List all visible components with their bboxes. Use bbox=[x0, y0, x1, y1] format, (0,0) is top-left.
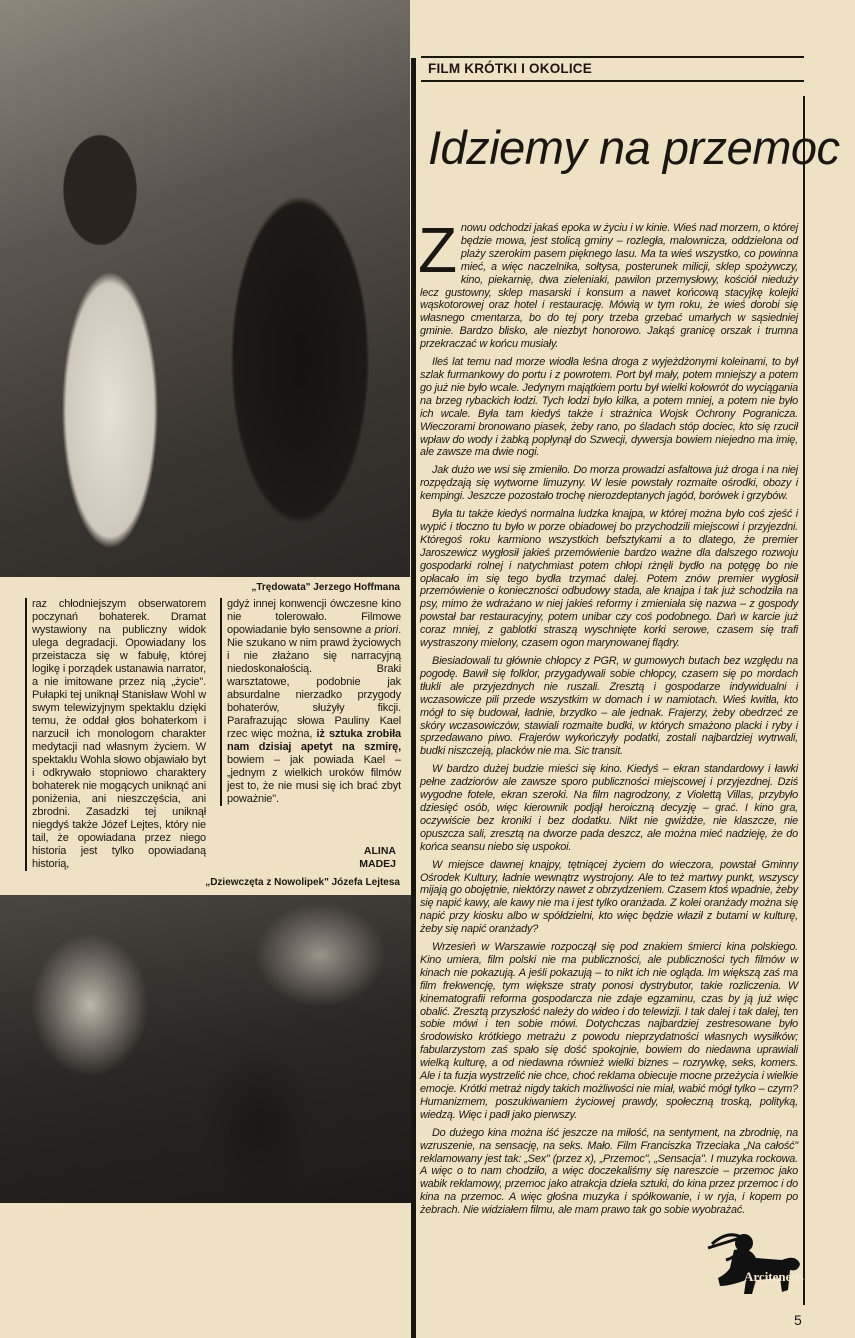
paragraph bbox=[418, 214, 798, 351]
paragraph: Ileś lat temu nad morze wiodła leśna droga z wyjeżdżonymi koleinami, to był szlak furmankowy do portu i z powrotem. Port był mały, potem mniejszy a potem go już nie było wcale. Jedynym majątkiem portu był wielki kołowrót do wyciągania na brzeg rybackich łodzi. Tych łodzi było kilka, a potem mniej, a potem nie było ich wcale. Była tam kiedyś także i strażnica Wojsk Ochrony Pogranicza. Wieczorami bronowano piasek, żeby rano, po śladach stóp dociec, kto się rzucił wpław do wody i żabką popłynął do Szwecji, dywersja bowiem niejedno ma imię, ale zawsze ma dwie nogi. bbox=[420, 356, 798, 459]
paragraph: Biesiadowali tu głównie chłopcy z PGR, w gumowych butach bez względu na pogodę. Bawił się folklor, przygadywali sobie chłopcy, czasem się po mordach tłukli ale przyjezdnych nie ruszali. Zresztą i gospodarze indywidualni i wczasowicze pili przede wszystkim w domach i w namiotach. Wieś kwitła, kto mógł to się budował, ładnie, brzydko – ale jednak. Frajerzy, żeby obedrzeć ze skóry wczasowiczów, stawiali rozmaite budki, w których smażono placki i ryby i sprzedawano piwo. Frajerów wykończyły podatki, zostali najbardziej wytrwali, budki niszczeją, placków nie ma. Sic transit. bbox=[420, 655, 798, 758]
logo-text: Arcitenens bbox=[744, 1269, 804, 1284]
photo-caption-dziewczeta: „Dziewczęta z Nowolipek" Józefa Lejtesa bbox=[205, 877, 400, 888]
col2-italic: a priori bbox=[365, 624, 399, 636]
section-header: FILM KRÓTKI I OKOLICE bbox=[428, 61, 592, 76]
author-first: ALINA bbox=[363, 845, 396, 857]
col2-text-mid: . Nie szukano w nim prawd życiowych i nie złażano się narracyjną niedoskonałością. Braki warsztatowe, podobnie jak absurdalne nierzadko przygody bohaterów, służyły fikcji. Parafrazując słowa Pauliny Kael rzec więc można, bbox=[227, 624, 401, 740]
paragraph: W bardzo dużej budzie mieści się kino. Kiedyś – ekran standardowy i ławki pełne zadziorów ale zawsze sporo publiczności miejscowej i przyjezdnej. Dziś wygodne fotele, ekran szeroki. Na film nagrodzony, z Violettą Villas, przybyło dziesięć osób, więc kierownik podjął heroiczną decyzję – grać. I kino gra, oczywiście bez kroniki i bez dodatku. Nikt nie gwiżdże, nie klaszcze, nie opuszcza sali, zresztą na dworze pada deszcz, ale można mieć nadzieję, że do końca seansu niebo się uspokoi. bbox=[420, 763, 798, 853]
col2-bold-quote: iż sztuka zrobiła nam dzisiaj apetyt na szmirę, bbox=[227, 728, 401, 753]
author-last: MADEJ bbox=[359, 858, 396, 870]
sidebar-column-1: raz chłodniejszym obserwatorem poczynań bohaterek. Dramat wystawiony na publiczny widok ulega degradacji. Opowiadany los przeistacza się w fabułę, której logikę i porządek ustanawia narrator, a nie imitowane przez nią „życie". Pułapki tej uniknął Stanisław Wohl w swym telewizyjnym spektaklu dzięki temu, że oddał głos bohaterkom i narzucił ich monologom charakter medytacji nad własnym życiem. W spektaklu Wohla słowo objawiało byt i odkrywało stopniowo charaktery bohaterek nie mogących uniknąć ani poniżenia, ani nieszczęścia, ani zbrodni. Zasadzki tej uniknął niegdyś także Józef Lejtes, który nie tail, że opowiadana przez niego historia jest tylko opowiadaną historią, bbox=[25, 598, 206, 871]
article-title: Idziemy na przemoc bbox=[428, 121, 840, 174]
header-rule-top bbox=[421, 56, 804, 58]
col2-text-end: bowiem – jak powiada Kael – „jednym z wielkich uroków filmów jest to, że nie musi się ich brać zbyt poważnie". bbox=[227, 754, 401, 805]
paragraph: Była tu także kiedyś normalna ludzka knajpa, w której można było coś zjeść i wypić i tłoczno tu było w porze obiadowej bo przychodzili miejscowi i przyjezdni. Któregoś roku karmiono wszystkich befsztykami a to dlatego, że premier Jaroszewicz wygłosił jakieś przemówienie bardzo ważne dla dalszego rozwoju gospodarki rolnej i natychmiast potem chłopi rżnęli bydło na potęgę bo nie opłacało im się tego bydła trzymać dalej. Potem znów premier wygłosił przemówienie o konieczności odbudowy stada, ale knajpa i tak już schodziła na psy, mimo że wdrażano w niej jakieś reformy i zmieniała się nazwa – z gospody powstał bar restauracyjny, potem unibar czy coś podobnego. Dań w karcie już coraz mniej, z gablotki straszą wyschnięte korki serowe, czasem się trafi wystraszony mielony, czasem ogon marynowanej flądry. bbox=[420, 508, 798, 650]
author-byline bbox=[300, 845, 396, 871]
header-rule-bottom bbox=[421, 80, 804, 82]
page-number: 5 bbox=[794, 1312, 802, 1328]
paragraph: Wrzesień w Warszawie rozpoczął się pod znakiem śmierci kina polskiego. Kino umiera, film polski nie ma publiczności, ale publiczności tych filmów w kinach nie pokazują. A jeśli pokazują – to nikt ich nie ogląda. Im większą zaś ma film frekwencję, tym większe straty ponosi dystrybutor, takie rozliczenia. W kinematografii reforma gospodarcza nie zdaje egzaminu, czas by ją już więc obalić. Zresztą przyszłość należy do wideo i do telewizji. I tak dalej i tak dalej, ten sobie mówi i ten sobie mówi. Dotychczas najbardziej zestresowane było środowisko krótkiego metrażu z powodu nieprzydatności własnych wysiłków; fabularzystom zaś spało się dość spokojnie, bowiem do niedawna uprawiali wielką kulturę, a od niedawna również wielki biznes – rozrywkę, seks, komers. Ale i ta fuzja wystrzelić nie chce, choć reklama obiecuje mocne przeżycia i wielkie emocje. Krótki metraż nigdy takich możliwości nie miał, wabić mógł tylko – czym? Humanizmem, poszukiwaniem życiowej prawdy, społeczną troską, polityką, wiedzą. Więc i padł jako pierwszy. bbox=[420, 941, 798, 1121]
photo-caption-tredowata: „Trędowata" Jerzego Hoffmana bbox=[251, 582, 400, 593]
article-right-rule bbox=[803, 96, 805, 1305]
col2-text: gdyż innej konwencji ówczesne kino nie tolerowało. Filmowe opowiadanie było sensowne bbox=[227, 598, 401, 636]
drop-cap: Z bbox=[418, 214, 457, 286]
archer-centaur-icon bbox=[700, 1230, 810, 1305]
paragraph-text: nowu odchodzi jakaś epoka w życiu i w kinie. Wieś nad morzem, o której będzie mowa, jest stolicą gminy – rozległa, malownicza, oddzielona od plaży szerokim pasem pięknego lasu. Ma ta wieś wszystko, co powinna mieć, a więc naczelnika, sołtysa, posterunek milicji, sklep spożywczy, kino, piekarnię, dwa zieleniaki, pawilon przemysłowy, kościół nieduży lecz gustowny, sklep masarski i konsum a nawet końcową stacyjkę kolejki wąskotorowej oraz hotel i restaurację. Mówią w tym roku, że wieś dorobi się własnego cmentarza, bo do tej pory trzeba grzebać umarłych w sąsiedniej gminie. Bardzo blisko, ale niezbyt honorowo. Jakąś granicę orszak i trumna przekraczać w końcu musiały. bbox=[420, 222, 798, 351]
film-still-dziewczeta bbox=[0, 895, 412, 1203]
sidebar-column-2 bbox=[220, 598, 401, 806]
paragraph: Do dużego kina można iść jeszcze na miłość, na sentyment, na zbrodnię, na wzruszenie, na sensację, na seks. Mało. Film Franciszka Trzeciaka „Na całość" reklamowany jest tak: „Sex" (przez x), „Przemoc", „Sensacja". I muzyka rockowa. A więc o to nam chodziło, a więc doczekaliśmy się nareszcie – przemoc jako wabik reklamowy, przemoc jako atrakcja dzieła sztuki, do kina przez przemoc i do kina na przemoc. A więc głośna muzyka i spółkowanie, i w ryja, i kopem po żebrach. Nie widziałem filmu, ale mam prawo tak go sobie wyobrażać. bbox=[420, 1126, 798, 1217]
paragraph: W miejsce dawnej knajpy, tętniącej życiem do wieczora, powstał Gminny Ośrodek Kultury, ładnie wewnątrz wystrojony. Ale to też martwy punkt, wszyscy mijają go obojętnie, niektórzy nawet z obrzydzeniem. Czasem ktoś wpadnie, żeby się napić kawy, ale kawy nie ma i jest tylko oranżada. Z kolei oranżady można się napić przy kiosku albo w spółdzielni, kto więc będzie właził z butami w kulturę, żeby się napić oranżady? bbox=[420, 858, 798, 936]
paragraph: Jak dużo we wsi się zmieniło. Do morza prowadzi asfaltowa już droga i na niej rozpędzają się wytworne limuzyny. W lesie powstały rozmaite ośrodki, obozy i kempingi. Jeszcze pozostało trochę nierozdeptanych jagód, borówek i grzybów. bbox=[420, 464, 798, 503]
column-divider bbox=[411, 58, 416, 1338]
film-still-tredowata bbox=[0, 0, 410, 577]
article-body bbox=[418, 214, 798, 1222]
